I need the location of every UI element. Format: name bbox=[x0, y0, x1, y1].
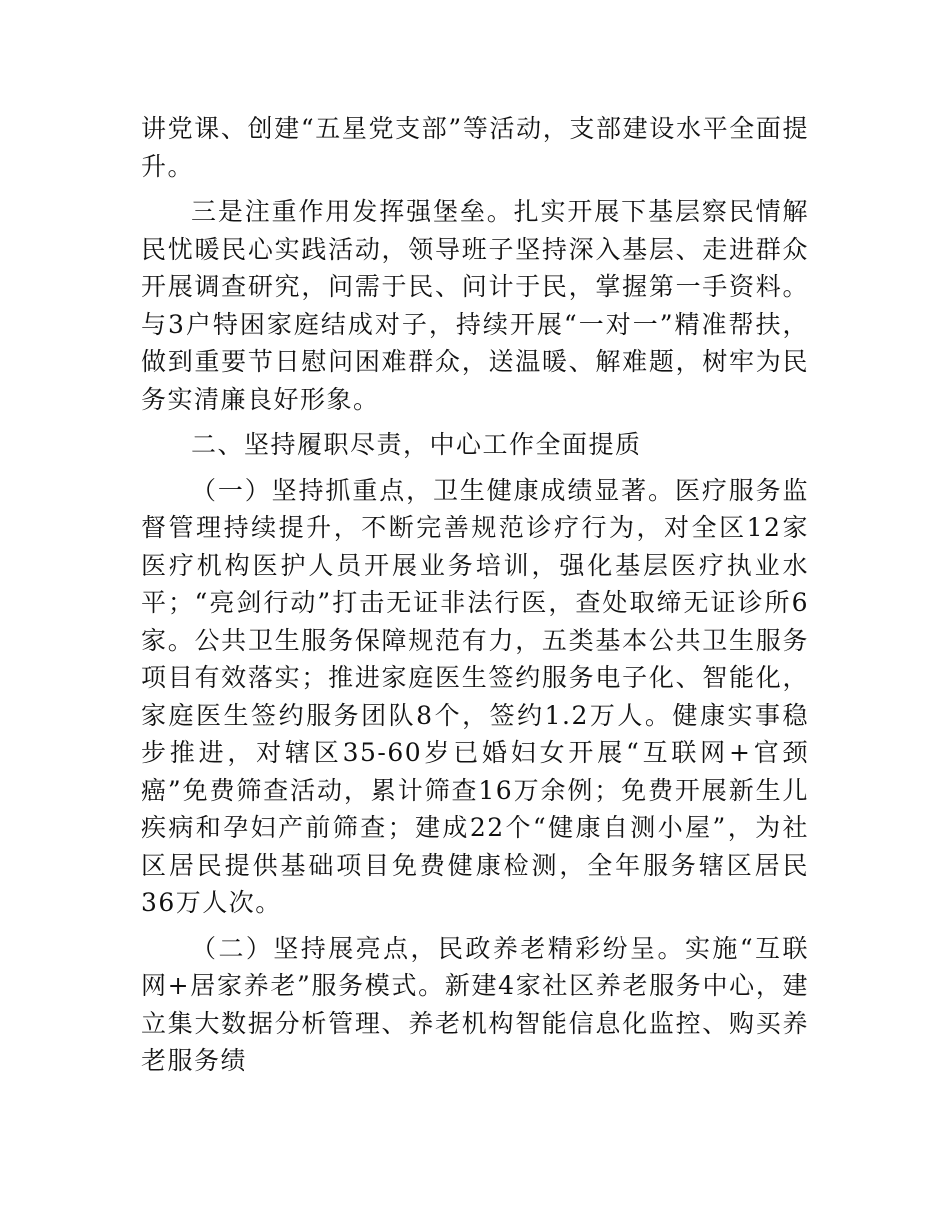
paragraph-role-bastion: 三是注重作用发挥强堡垒。扎实开展下基层察民情解民忧暖民心实践活动，领导班子坚持深入基层、走进群众开展调查研究，问需于民、问计于民，掌握第一手资料。与3户特困家庭结成对子，持续开展“一对一”精准帮扶，做到重要节日慰问困难群众，送温暖、解难题，树牢为民务实清廉良好形象。 bbox=[141, 197, 809, 414]
paragraph-elderly-care: （二）坚持展亮点，民政养老精彩纷呈。实施“互联网+居家养老”服务模式。新建4家社区养老服务中心，建立集大数据分析管理、养老机构智能信息化监控、购买养老服务绩 bbox=[141, 933, 809, 1075]
document-body bbox=[141, 110, 809, 1080]
section-heading: 二、坚持履职尽责，中心工作全面提质 bbox=[191, 430, 642, 459]
paragraph-continuation: 讲党课、创建“五星党支部”等活动，支部建设水平全面提升。 bbox=[141, 114, 809, 181]
paragraph-health: （一）坚持抓重点，卫生健康成绩显著。医疗服务监督管理持续提升，不断完善规范诊疗行为，对全区12家医疗机构医护人员开展业务培训，强化基层医疗执业水平；“亮剑行动”打击无证非法行医，查处取缔无证诊所6家。公共卫生服务保障规范有力，五类基本公共卫生服务项目有效落实；推进家庭医生签约服务电子化、智能化，家庭医生签约服务团队8个，签约1.2万人。健康实事稳步推进，对辖区35-60岁已婚妇女开展“互联网+官颈癌”免费筛查活动，累计筛查16万余例；免费开展新生儿疾病和孕妇产前筛查；建成22个“健康自测小屋”，为社区居民提供基础项目免费健康检测，全年服务辖区居民36万人次。 bbox=[141, 475, 810, 917]
